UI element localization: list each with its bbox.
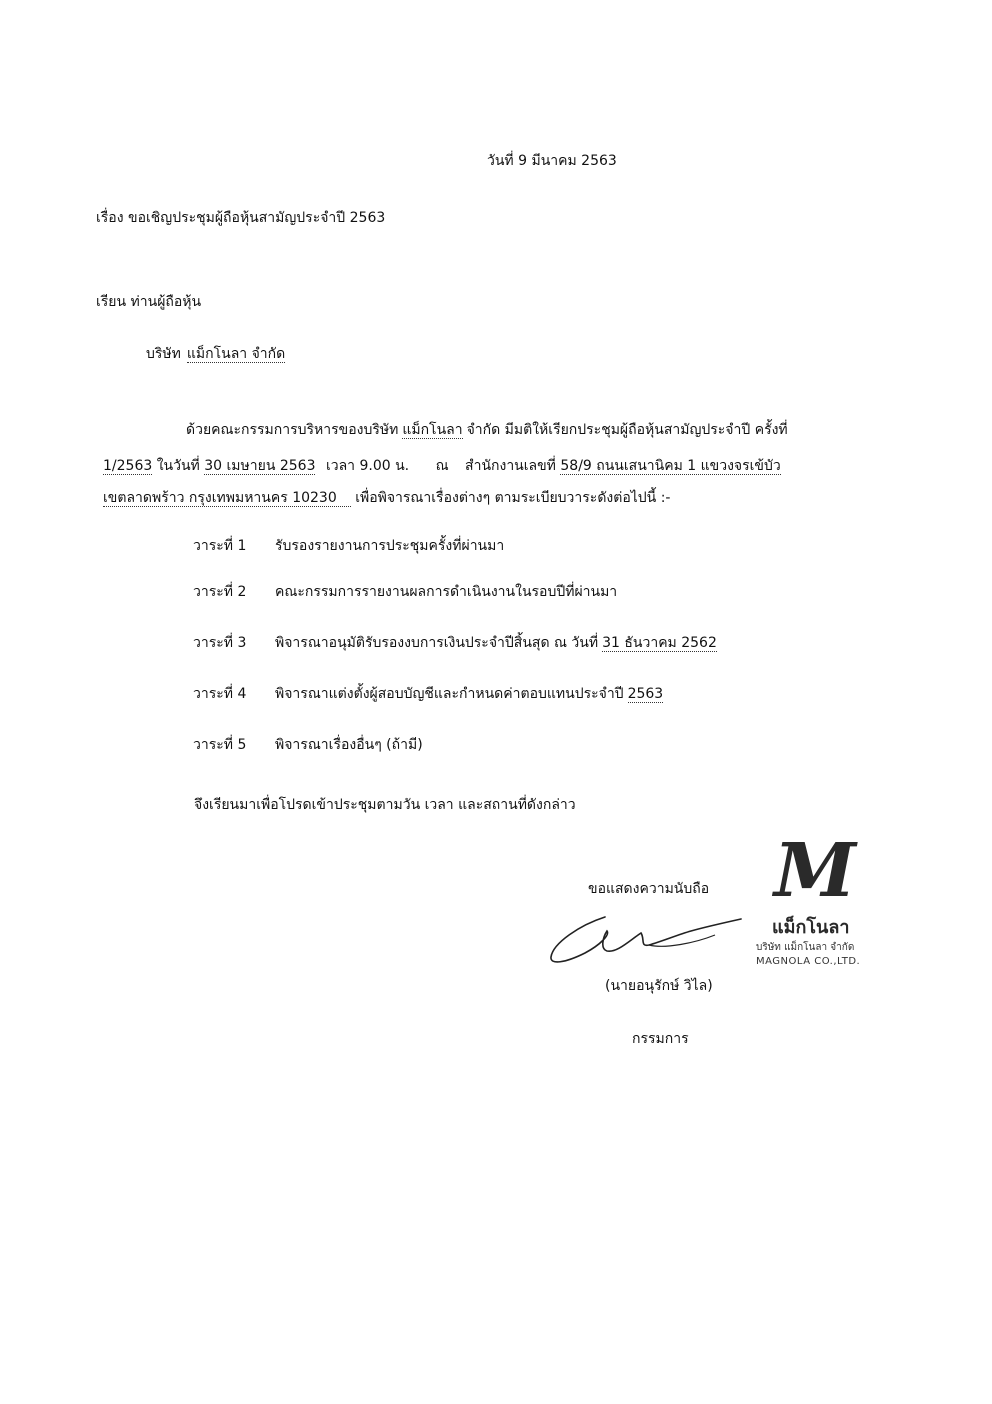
meeting-address-blank: 58/9 ถนนเสนานิคม 1 แขวงจรเข้บัว <box>560 458 781 474</box>
agenda-item <box>193 734 423 756</box>
body-text: เวลา 9.00 น. <box>325 458 410 474</box>
agenda-item <box>193 535 504 557</box>
agenda-item <box>193 632 717 654</box>
stamp-logo-letter: M <box>774 828 852 914</box>
complimentary-close: ขอแสดงความนับถือ <box>588 881 710 897</box>
stamp-company-th: บริษัท แม็กโนลา จำกัด <box>756 942 855 953</box>
meeting-number-blank: 1/2563 <box>103 458 153 474</box>
body-paragraph-line-1 <box>186 419 788 441</box>
signer-title: กรรมการ <box>632 1031 689 1047</box>
stamp-brand: แม็กโนลา <box>772 917 850 938</box>
letter-date: วันที่ 9 มีนาคม 2563 <box>487 153 617 169</box>
agenda-text: พิจารณาเรื่องอื่นๆ (ถ้ามี) <box>275 737 423 753</box>
letter-salutation: เรียน ท่านผู้ถือหุ้น <box>96 294 202 310</box>
meeting-date-blank: 30 เมษายน 2563 <box>204 458 316 474</box>
company-prefix: บริษัท <box>146 346 181 362</box>
agenda-item <box>193 581 617 603</box>
agenda-number: วาระที่ 4 <box>193 686 247 702</box>
closing-sentence: จึงเรียนมาเพื่อโปรดเข้าประชุมตามวัน เวลา และสถานที่ดังกล่าว <box>194 797 576 813</box>
agenda-text: พิจารณาแต่งตั้งผู้สอบบัญชีและกำหนดค่าตอบแทนประจำปี <box>275 686 624 702</box>
body-text: ด้วยคณะกรรมการบริหารของบริษัท <box>186 422 399 438</box>
meeting-address-blank-2: เขตลาดพร้าว กรุงเทพมหานคร 10230 <box>103 490 351 507</box>
agenda-number: วาระที่ 5 <box>193 737 247 753</box>
agenda-number: วาระที่ 2 <box>193 584 247 600</box>
body-text: จำกัด มีมติให้เรียกประชุมผู้ถือหุ้นสามัญประจำปี ครั้งที่ <box>466 422 788 438</box>
company-name: แม็กโนลา จำกัด <box>186 346 286 362</box>
signature <box>545 905 745 970</box>
signer-name: (นายอนุรักษ์ วิไล) <box>605 978 713 994</box>
body-text: ในวันที่ <box>156 458 200 474</box>
body-text: เพื่อพิจารณาเรื่องต่างๆ ตามระเบียบวาระดังต่อไปนี้ :- <box>355 490 671 506</box>
body-text: ณ <box>435 458 449 474</box>
stamp-company-en: MAGNOLA CO.,LTD. <box>756 956 861 967</box>
agenda-blank: 31 ธันวาคม 2562 <box>602 635 717 651</box>
body-text: สำนักงานเลขที่ <box>465 458 556 474</box>
agenda-number: วาระที่ 3 <box>193 635 247 651</box>
letter-subject: เรื่อง ขอเชิญประชุมผู้ถือหุ้นสามัญประจำปี 2563 <box>96 210 386 226</box>
body-paragraph-line-2 <box>103 455 781 477</box>
agenda-text: คณะกรรมการรายงานผลการดำเนินงานในรอบปีที่ผ่านมา <box>275 584 618 600</box>
company-stamp <box>752 828 902 982</box>
body-company-blank: แม็กโนลา <box>402 422 463 438</box>
agenda-item <box>193 683 663 705</box>
addressee-company <box>146 343 285 365</box>
agenda-text: รับรองรายงานการประชุมครั้งที่ผ่านมา <box>275 538 505 554</box>
agenda-number: วาระที่ 1 <box>193 538 247 554</box>
agenda-text: พิจารณาอนุมัติรับรองงบการเงินประจำปีสิ้นสุด ณ วันที่ <box>275 635 599 651</box>
body-paragraph-line-3 <box>103 487 670 509</box>
agenda-blank: 2563 <box>627 686 664 702</box>
